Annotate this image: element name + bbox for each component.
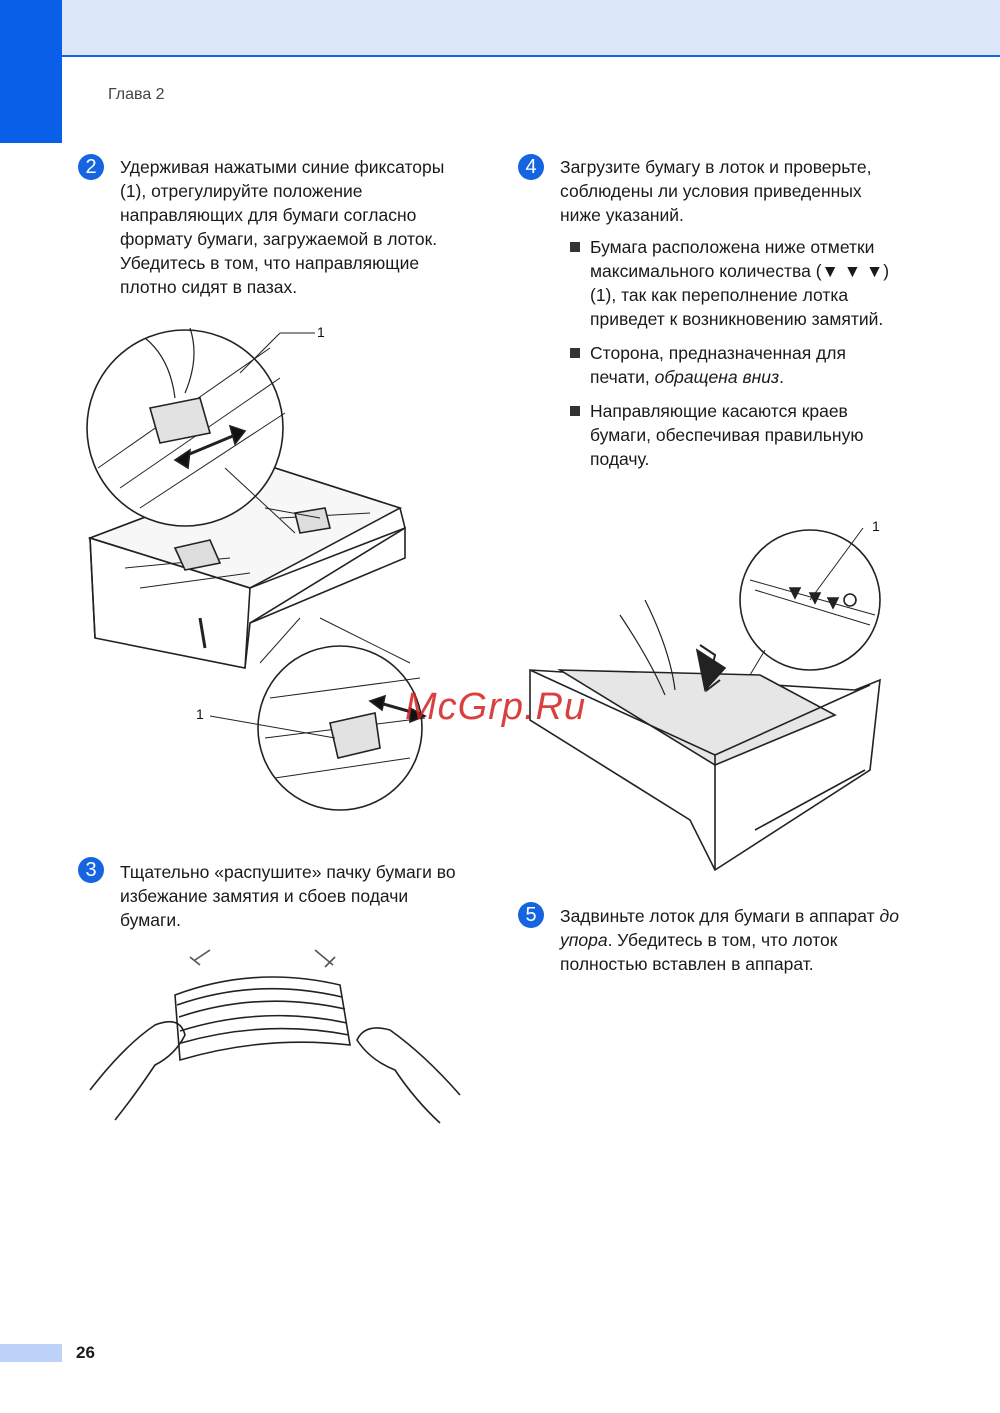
condition-item: Сторона, предназначенная для печати, обращена вниз. [564, 341, 904, 389]
callout-1-bottom: 1 [196, 706, 204, 722]
step-2-text: Удерживая нажатыми синие фиксаторы (1), отрегулируйте положение направляющих для бумаги согласно формату бумаги, загружаемой в лоток. Убедитесь в том, что направляющие плотно сидят в пазах. [120, 157, 445, 297]
fan-paper-illustration [85, 945, 465, 1125]
step-3-text: Тщательно «распушите» пачку бумаги во избежание замятия и сбоев подачи бумаги. [120, 862, 456, 930]
step-4-conditions-list [564, 235, 904, 481]
callout-1-load: 1 [872, 518, 880, 534]
chapter-label: Глава 2 [108, 86, 165, 103]
bullet-square-icon [570, 348, 580, 358]
condition-item: Направляющие касаются краев бумаги, обеспечивая правильную подачу. [564, 399, 904, 471]
step-4-number: 4 [518, 154, 544, 180]
step-4-text: Загрузите бумагу в лоток и проверьте, соблюдены ли условия приведенных ниже указаний. [560, 157, 872, 225]
condition-item: Бумага расположена ниже отметки максимального количества (▼ ▼ ▼) (1), так как переполнение лотка приведет к возникновению замятий. [564, 235, 904, 331]
watermark-text: McGrp.Ru [405, 686, 587, 728]
page-number: 26 [76, 1343, 95, 1362]
chapter-side-tab [0, 0, 62, 143]
step-5-text: Задвиньте лоток для бумаги в аппарат до упора. Убедитесь в том, что лоток полностью вставлен в аппарат. [560, 906, 899, 974]
callout-1-top: 1 [317, 324, 325, 340]
step-2-number: 2 [78, 154, 104, 180]
bullet-square-icon [570, 406, 580, 416]
footer-band [0, 1344, 62, 1362]
tray-guides-illustration [80, 318, 500, 838]
step-3-number: 3 [78, 857, 104, 883]
header-band [62, 0, 1000, 57]
bullet-square-icon [570, 242, 580, 252]
step-5-number: 5 [518, 902, 544, 928]
